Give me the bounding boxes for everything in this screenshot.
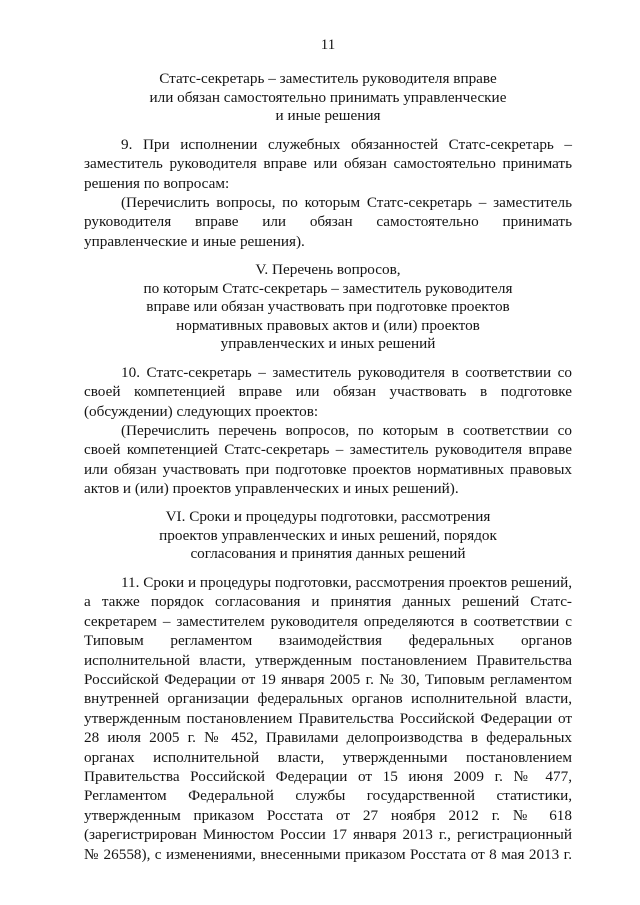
paragraph-9-note — [84, 193, 572, 251]
paragraph-11 — [84, 573, 572, 864]
heading-line: проектов управленческих и иных решений, порядок — [159, 526, 497, 544]
paragraph-line: Правительства Российской Федерации от 15 июня 2009 г. № 477, — [84, 768, 572, 786]
paragraph-line: 9. При исполнении служебных обязанностей Статс-секретарь – — [121, 136, 572, 153]
heading-line: согласования и принятия данных решений — [190, 545, 466, 563]
paragraph-10 — [84, 363, 572, 421]
heading-line: нормативных правовых актов и (или) проектов — [176, 316, 480, 334]
paragraph-line: 11. Сроки и процедуры подготовки, рассмотрения проектов решений, — [121, 574, 572, 591]
paragraph-line: или обязан участвовать при подготовке проектов нормативных правовых — [84, 460, 572, 478]
paragraph-line: утвержденным приказом Росстата от 27 ноября 2012 г. № 618 — [84, 806, 572, 824]
section-vi-heading — [84, 508, 572, 564]
paragraph-line: 10. Статс-секретарь – заместитель руководителя в соответствии со — [121, 364, 572, 381]
paragraph-line: своей компетенцией вправе или обязан участвовать в подготовке — [84, 383, 572, 401]
heading-line: или обязан самостоятельно принимать управленческие — [149, 88, 507, 106]
paragraph-9 — [84, 135, 572, 193]
heading-line: вправе или обязан участвовать при подготовке проектов — [146, 298, 510, 316]
paragraph-line: органах исполнительной власти, утвержденными постановлением — [84, 748, 572, 766]
paragraph-line: актов и (или) проектов управленческих и иных решений). — [84, 480, 459, 498]
paragraph-line: (Перечислить перечень вопросов, по которым в соответствии со — [121, 422, 572, 439]
heading-line: управленческих и иных решений — [220, 335, 436, 353]
paragraph-line: (зарегистрирован Минюстом России 17 января 2013 г., регистрационный — [84, 826, 572, 844]
paragraph-line: (Перечислить вопросы, по которым Статс-секретарь – заместитель — [121, 194, 572, 211]
paragraph-line: секретарем – заместителем руководителя определяются в соответствии с — [84, 612, 572, 630]
heading-independent-decisions — [84, 70, 572, 126]
heading-line: и иные решения — [275, 107, 381, 125]
paragraph-line: решения по вопросам: — [84, 174, 230, 192]
heading-line: V. Перечень вопросов, — [255, 261, 401, 278]
heading-line: VI. Сроки и процедуры подготовки, рассмотрения — [165, 508, 491, 525]
page-number: 11 — [320, 37, 336, 53]
paragraph-line: исполнительной власти, утвержденным постановлением Правительства — [84, 651, 572, 669]
paragraph-line: (обсуждении) следующих проектов: — [84, 402, 319, 420]
paragraph-line: заместитель руководителя вправе или обязан самостоятельно принимать — [84, 155, 572, 173]
paragraph-line: Типовым регламентом взаимодействия федеральных органов — [84, 632, 572, 650]
paragraph-line: № 26558), с изменениями, внесенными приказом Росстата от 8 мая 2013 г. — [84, 845, 572, 863]
paragraph-line: Российской Федерации от 19 января 2005 г. № 30, Типовым регламентом — [84, 671, 572, 689]
paragraph-line: внутренней организации федеральных органов исполнительной власти, — [84, 690, 572, 708]
heading-line: по которым Статс-секретарь – заместитель руководителя — [143, 279, 513, 297]
section-v-heading — [84, 261, 572, 354]
paragraph-10-note — [84, 421, 572, 499]
heading-line: Статс-секретарь – заместитель руководителя вправе — [159, 70, 497, 87]
paragraph-line: своей компетенцией Статс-секретарь – заместитель руководителя вправе — [84, 441, 572, 459]
paragraph-line: Регламентом Федеральной службы государственной статистики, — [84, 787, 572, 805]
paragraph-line: 28 июля 2005 г. № 452, Правилами делопроизводства в федеральных — [84, 729, 572, 747]
paragraph-line: а также порядок согласования и принятия данных решений Статс- — [84, 593, 572, 611]
paragraph-line: утвержденным постановлением Правительства Российской Федерации от — [84, 709, 572, 727]
paragraph-line: руководителя вправе или обязан самостоятельно принимать — [84, 213, 572, 231]
paragraph-line: управленческие и иные решения). — [84, 232, 305, 250]
